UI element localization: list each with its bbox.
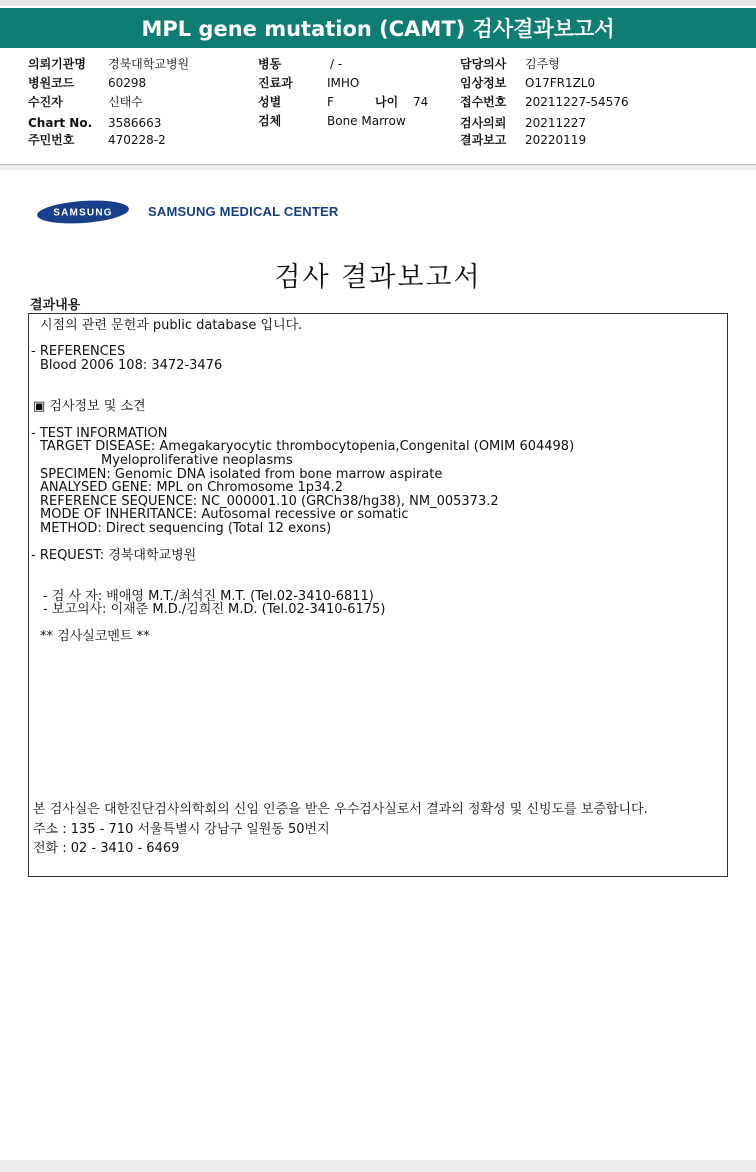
bottom-border — [0, 1160, 756, 1172]
value-resident-number: 470228-2 — [108, 133, 166, 147]
label-age: 나이 — [375, 95, 399, 109]
label-chart-no: Chart No. — [28, 116, 93, 130]
label-hospital-code: 병원코드 — [28, 76, 75, 90]
report-title: MPL gene mutation (CAMT) 검사결과보고서 — [141, 17, 615, 41]
result-line: 본 검사실은 대한진단검사의학회의 신임 인증을 받은 우수검사실로서 결과의 정확성 및 신빙도를 보증합니다. — [33, 802, 648, 817]
patient-info-panel — [0, 48, 756, 165]
value-sex: F — [327, 95, 334, 109]
result-line: Blood 2006 108: 3472-3476 — [40, 358, 223, 373]
label-report-date: 결과보고 — [460, 133, 507, 147]
results-content-box — [28, 313, 728, 877]
result-line: Myeloproliferative neoplasms — [101, 453, 293, 468]
value-requesting-institution: 경북대학교병원 — [108, 57, 190, 71]
label-department: 진료과 — [258, 76, 293, 90]
value-patient-name: 신태수 — [108, 95, 143, 109]
document-title: 검사 결과보고서 — [274, 262, 482, 293]
label-accession-number: 접수번호 — [460, 95, 507, 109]
result-line: - REQUEST: 경북대학교병원 — [31, 548, 197, 563]
label-clinical-info: 임상정보 — [460, 76, 507, 90]
top-border — [0, 0, 756, 6]
label-patient-name: 수진자 — [28, 95, 63, 109]
result-line: 주소 : 135 - 710 서울특별시 강남구 일원동 50번지 — [33, 822, 330, 837]
label-ward: 병동 — [258, 57, 282, 71]
medical-center-name: SAMSUNG MEDICAL CENTER — [148, 204, 339, 219]
result-line: - 보고의사: 이재준 M.D./김희진 M.D. (Tel.02-3410-6175) — [43, 602, 386, 617]
label-sex: 성별 — [258, 95, 282, 109]
label-request-date: 검사의뢰 — [460, 116, 507, 130]
label-resident-number: 주민번호 — [28, 133, 75, 147]
value-clinical-info: O17FR1ZL0 — [525, 76, 596, 90]
value-report-date: 20220119 — [525, 133, 587, 147]
result-line: 시점의 관련 문헌과 public database 입니다. — [40, 318, 303, 333]
result-line: ** 검사실코멘트 ** — [40, 629, 150, 644]
results-section-label: 결과내용 — [30, 298, 81, 313]
result-line: TARGET DISEASE: Amegakaryocytic thrombocytopenia,Congenital (OMIM 604498) — [40, 439, 575, 454]
samsung-logo — [36, 198, 130, 226]
value-hospital-code: 60298 — [108, 76, 147, 90]
value-accession-number: 20211227-54576 — [525, 95, 629, 109]
logo-text: SAMSUNG — [53, 207, 113, 219]
value-specimen: Bone Marrow — [327, 114, 406, 128]
result-line: REFERENCE SEQUENCE: NC_000001.10 (GRCh38/hg38), NM_005373.2 — [40, 494, 499, 509]
value-physician: 김주형 — [525, 57, 560, 71]
label-requesting-institution: 의뢰기관명 — [28, 57, 86, 71]
value-request-date: 20211227 — [525, 116, 587, 130]
value-department: IMHO — [327, 76, 360, 90]
result-line: SPECIMEN: Genomic DNA isolated from bone marrow aspirate — [40, 467, 443, 482]
label-specimen: 검체 — [258, 114, 282, 128]
report-title-bar — [0, 8, 756, 48]
result-line: 전화 : 02 - 3410 - 6469 — [33, 841, 180, 856]
result-line: METHOD: Direct sequencing (Total 12 exons) — [40, 521, 332, 536]
result-line: - 검 사 자: 배애영 M.T./최석진 M.T. (Tel.02-3410-6811) — [43, 589, 374, 604]
result-line: ANALYSED GENE: MPL on Chromosome 1p34.2 — [40, 480, 344, 495]
value-ward: / - — [330, 57, 343, 71]
result-line: - REFERENCES — [31, 344, 126, 359]
result-line: MODE OF INHERITANCE: Autosomal recessive or somatic — [40, 507, 409, 522]
label-physician: 담당의사 — [460, 57, 507, 71]
value-chart-no: 3586663 — [108, 116, 162, 130]
section-divider — [0, 165, 756, 170]
result-line: ▣ 검사정보 및 소견 — [33, 399, 146, 414]
value-age: 74 — [413, 95, 429, 109]
result-line: - TEST INFORMATION — [31, 426, 168, 441]
